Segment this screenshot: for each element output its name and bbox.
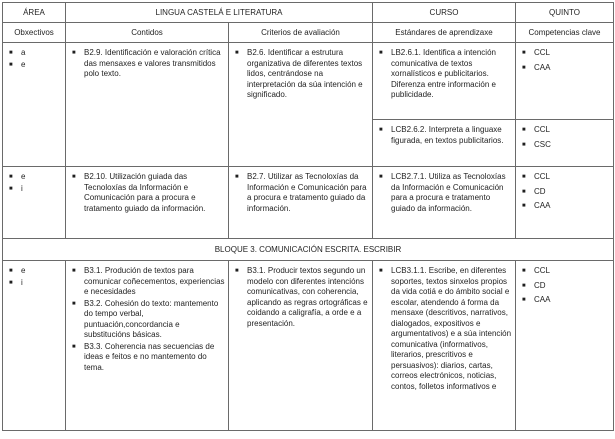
square-bullet-icon: ■ bbox=[9, 268, 13, 274]
square-bullet-icon: ■ bbox=[9, 279, 13, 286]
list-item bbox=[520, 201, 610, 212]
square-bullet-icon: ■ bbox=[522, 50, 526, 56]
bloque-row bbox=[3, 239, 614, 261]
competencia-badge: CCL bbox=[534, 48, 551, 57]
criterio-text: B2.7. Utilizar as Tecnoloxías da Información e Comunicación para a procura e tratamento guiado da información. bbox=[247, 172, 367, 213]
list-item bbox=[520, 281, 610, 292]
header-cell-quinto: QUINTO bbox=[516, 3, 614, 23]
contido-text: B3.3. Coherencia nas secuencias de ideas e feitos e no mantemento do tema. bbox=[84, 341, 215, 372]
square-bullet-icon: ■ bbox=[9, 174, 13, 180]
estandar-text: LCB3.1.1. Escribe, en diferentes soportes, textos sinxelos propios da vida cotiá e do ámbito social e escolar, atendendo á forma da mensaxe (descritivos, narrativos, dialogados, expositivos e argumentativos) e a súa intención comunicativa (informativos, literarios, prescritivos e persuasivos): diarios, cartas, correos electrónicos, noticias, contos, folletos informativos e bbox=[391, 266, 512, 391]
list-item bbox=[377, 48, 512, 101]
cell-criterios-b bbox=[229, 167, 373, 239]
list-item bbox=[520, 140, 610, 151]
criterio-text: B2.6. Identificar a estrutura organizativa de diferentes textos lidos, centrándose na interpretación da súa intención e significado. bbox=[247, 48, 363, 99]
cell-obxectivos-b bbox=[3, 167, 66, 239]
competencia-badge: CD bbox=[534, 280, 546, 290]
list-item bbox=[520, 63, 610, 74]
list-item bbox=[233, 48, 369, 101]
estandar-text: LB2.6.1. Identifica a intención comunicativa de textos xornalísticos e publicitarios. Diferenza entre información e publicidade. bbox=[391, 48, 496, 99]
cell-criterios-a bbox=[229, 43, 373, 167]
obxectivo-value: a bbox=[21, 48, 26, 57]
estandar-text: LCB2.6.2. Interpreta a linguaxe figurada, en textos publicitarios. bbox=[391, 125, 504, 145]
square-bullet-icon: ■ bbox=[72, 343, 76, 350]
square-bullet-icon: ■ bbox=[522, 282, 526, 289]
list-item bbox=[520, 48, 610, 59]
header-cell-estandares: Estándares de aprendizaxe bbox=[373, 23, 516, 43]
contido-text: B2.10. Utilización guiada das Tecnoloxías da Información e Comunicación para a procura e tratamento guiado da información. bbox=[84, 172, 206, 213]
cell-estandares-c bbox=[373, 261, 516, 431]
list-item bbox=[7, 60, 62, 71]
square-bullet-icon: ■ bbox=[522, 188, 526, 195]
competencia-badge: CCL bbox=[534, 266, 551, 275]
square-bullet-icon: ■ bbox=[72, 174, 76, 180]
square-bullet-icon: ■ bbox=[235, 174, 239, 180]
criterio-text: B3.1. Producir textos segundo un modelo con diferentes intencións comunicativas, con coherencia, aplicando as regras ortográficas e coidando a caligrafía, a orde e a presentación. bbox=[247, 266, 368, 328]
header-cell-criterios: Criterios de avaliación bbox=[229, 23, 373, 43]
list-item bbox=[233, 266, 369, 329]
obxectivo-value: e bbox=[21, 266, 26, 275]
list-item bbox=[520, 125, 610, 136]
list-item bbox=[520, 266, 610, 277]
table-row-c bbox=[3, 261, 614, 431]
header-cell-area: ÁREA bbox=[3, 3, 66, 23]
obxectivo-value: i bbox=[21, 183, 23, 193]
square-bullet-icon: ■ bbox=[379, 127, 383, 133]
competencia-badge: CCL bbox=[534, 172, 551, 181]
square-bullet-icon: ■ bbox=[379, 50, 383, 56]
header-row-1 bbox=[3, 3, 614, 23]
square-bullet-icon: ■ bbox=[9, 61, 13, 68]
bloque-title: BLOQUE 3. COMUNICACIÓN ESCRITA. ESCRIBIR bbox=[3, 239, 614, 261]
list-item bbox=[520, 172, 610, 183]
square-bullet-icon: ■ bbox=[522, 174, 526, 180]
list-item bbox=[377, 266, 512, 392]
obxectivo-value: e bbox=[21, 172, 26, 181]
square-bullet-icon: ■ bbox=[235, 268, 239, 274]
square-bullet-icon: ■ bbox=[235, 50, 239, 56]
header-cell-obxectivos: Obxectivos bbox=[3, 23, 66, 43]
square-bullet-icon: ■ bbox=[9, 185, 13, 192]
list-item bbox=[70, 342, 225, 374]
square-bullet-icon: ■ bbox=[522, 127, 526, 133]
curriculum-table bbox=[2, 2, 614, 431]
competencia-badge: CSC bbox=[534, 139, 551, 149]
square-bullet-icon: ■ bbox=[72, 50, 76, 56]
table-row-a-sub1 bbox=[3, 43, 614, 120]
header-cell-subject: LINGUA CASTELÁ E LITERATURA bbox=[66, 3, 373, 23]
cell-obxectivos-c bbox=[3, 261, 66, 431]
cell-contidos-b bbox=[66, 167, 229, 239]
cell-competencias-c bbox=[516, 261, 614, 431]
table-row-b bbox=[3, 167, 614, 239]
competencia-badge: CAA bbox=[534, 295, 551, 304]
list-item bbox=[377, 172, 512, 214]
square-bullet-icon: ■ bbox=[522, 268, 526, 274]
contido-text: B3.1. Produción de textos para comunicar coñecementos, experiencias e necesidades bbox=[84, 266, 225, 296]
header-cell-competencias: Competencias clave bbox=[516, 23, 614, 43]
square-bullet-icon: ■ bbox=[379, 268, 383, 274]
cell-estandares-a2 bbox=[373, 120, 516, 167]
square-bullet-icon: ■ bbox=[522, 297, 526, 303]
square-bullet-icon: ■ bbox=[522, 141, 526, 148]
list-item bbox=[377, 125, 512, 146]
obxectivo-value: i bbox=[21, 277, 23, 287]
list-item bbox=[233, 172, 369, 214]
list-item bbox=[7, 172, 62, 183]
list-item bbox=[7, 184, 62, 195]
cell-criterios-c bbox=[229, 261, 373, 431]
competencia-badge: CD bbox=[534, 186, 546, 196]
list-item bbox=[7, 278, 62, 289]
list-item bbox=[520, 295, 610, 306]
list-item bbox=[70, 48, 225, 80]
competencia-badge: CAA bbox=[534, 201, 551, 210]
competencia-badge: CAA bbox=[534, 62, 551, 72]
cell-competencias-a2 bbox=[516, 120, 614, 167]
square-bullet-icon: ■ bbox=[72, 268, 76, 274]
header-row-2 bbox=[3, 23, 614, 43]
cell-competencias-b bbox=[516, 167, 614, 239]
square-bullet-icon: ■ bbox=[522, 203, 526, 209]
cell-competencias-a1 bbox=[516, 43, 614, 120]
list-item bbox=[70, 172, 225, 214]
cell-contidos-a bbox=[66, 43, 229, 167]
obxectivo-value: e bbox=[21, 59, 26, 69]
list-item bbox=[70, 266, 225, 298]
contido-text: B2.9. Identificación e valoración crítica das mensaxes e valores transmitidos polo texto. bbox=[84, 48, 221, 78]
square-bullet-icon: ■ bbox=[379, 174, 383, 180]
list-item bbox=[520, 187, 610, 198]
square-bullet-icon: ■ bbox=[72, 300, 76, 307]
cell-contidos-c bbox=[66, 261, 229, 431]
contido-text: B3.2. Cohesión do texto: mantemento do tempo verbal, puntuación,concordancia e substitucións básicas. bbox=[84, 298, 219, 339]
header-cell-contidos: Contidos bbox=[66, 23, 229, 43]
header-cell-curso: CURSO bbox=[373, 3, 516, 23]
competencia-badge: CCL bbox=[534, 125, 551, 134]
square-bullet-icon: ■ bbox=[9, 50, 13, 56]
cell-obxectivos-a bbox=[3, 43, 66, 167]
estandar-text: LCB2.7.1. Utiliza as Tecnoloxías da Información e Comunicación para a procura e tratamento guiado da información. bbox=[391, 172, 506, 213]
cell-estandares-a1 bbox=[373, 43, 516, 120]
square-bullet-icon: ■ bbox=[522, 64, 526, 71]
list-item bbox=[7, 266, 62, 277]
cell-estandares-b bbox=[373, 167, 516, 239]
list-item bbox=[7, 48, 62, 59]
list-item bbox=[70, 299, 225, 341]
